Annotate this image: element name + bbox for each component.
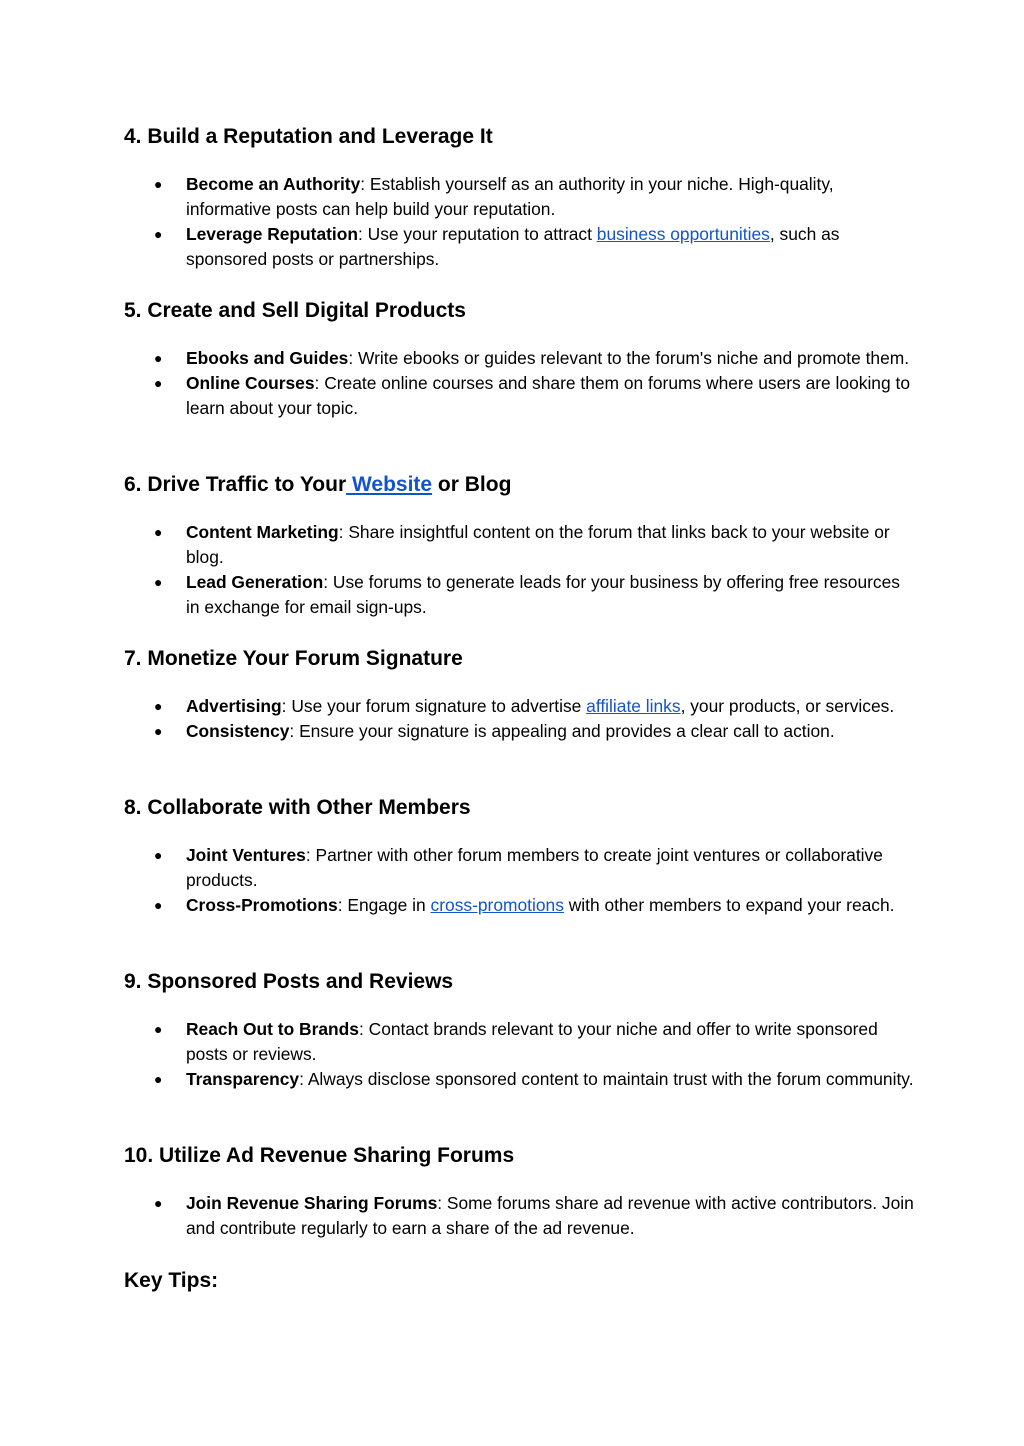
- bullet-list: [154, 1017, 914, 1092]
- section-heading: 10. Utilize Ad Revenue Sharing Forums: [124, 1144, 515, 1167]
- bullet-icon: ●: [154, 226, 163, 242]
- bullet-icon: ●: [154, 698, 163, 714]
- bullet-icon: ●: [154, 574, 163, 590]
- bullet-list: [154, 520, 914, 620]
- section-build-reputation: [124, 124, 914, 150]
- affiliate-links-link[interactable]: affiliate links: [586, 696, 681, 716]
- item-term: Leverage Reputation: [186, 224, 359, 244]
- item-term: Online Courses: [186, 373, 315, 393]
- section-heading: 9. Sponsored Posts and Reviews: [124, 970, 454, 993]
- item-text: : Write ebooks or guides relevant to the forum's niche and promote them.: [348, 348, 910, 368]
- item-text: : Ensure your signature is appealing and provides a clear call to action.: [289, 721, 835, 741]
- bullet-icon: ●: [154, 350, 163, 366]
- item-text: with other members to expand your reach.: [563, 895, 895, 915]
- cross-promotions-link[interactable]: cross-promotions: [430, 895, 564, 915]
- section-ad-revenue: [124, 1143, 914, 1169]
- section-key-tips: [124, 1268, 914, 1294]
- item-text: : Some forums share ad revenue with active contributors. Join and contribute regularly to earn a share of the ad revenue.: [186, 1193, 914, 1238]
- bullet-icon: ●: [154, 723, 163, 739]
- business-opportunities-link[interactable]: business opportunities: [596, 224, 770, 244]
- bullet-icon: ●: [154, 375, 163, 391]
- section-heading: 8. Collaborate with Other Members: [124, 796, 471, 819]
- section-digital-products: [124, 298, 914, 324]
- item-text: : Create online courses and share them on forums where users are looking to learn about your topic.: [186, 373, 910, 418]
- bullet-icon: ●: [154, 524, 163, 540]
- bullet-icon: ●: [154, 176, 163, 192]
- item-text: : Use your forum signature to advertise: [281, 696, 587, 716]
- list-item: [154, 346, 914, 371]
- section-drive-traffic: [124, 472, 914, 498]
- bullet-list: [154, 172, 914, 272]
- heading-text: or Blog: [432, 473, 512, 496]
- item-text: : Establish yourself as an authority in your niche. High-quality, informative posts can help build your reputation.: [186, 174, 834, 219]
- item-text: : Share insightful content on the forum that links back to your website or blog.: [186, 522, 890, 567]
- item-term: Advertising: [186, 696, 282, 716]
- bullet-icon: ●: [154, 1195, 163, 1211]
- item-text: : Partner with other forum members to create joint ventures or collaborative products.: [186, 845, 883, 890]
- item-text: : Always disclose sponsored content to maintain trust with the forum community.: [299, 1069, 914, 1089]
- item-term: Content Marketing: [186, 522, 339, 542]
- item-term: Transparency: [186, 1069, 300, 1089]
- list-item: [154, 719, 914, 744]
- section-forum-signature: [124, 646, 914, 672]
- bullet-list: [154, 1191, 914, 1241]
- item-text: : Use forums to generate leads for your business by offering free resources in exchange for email sign-ups.: [186, 572, 900, 617]
- item-term: Joint Ventures: [186, 845, 306, 865]
- list-item: [154, 694, 914, 719]
- bullet-icon: ●: [154, 1071, 163, 1087]
- bullet-icon: ●: [154, 1021, 163, 1037]
- section-sponsored-posts: [124, 969, 914, 995]
- bullet-list: [154, 843, 914, 918]
- item-text: : Engage in: [337, 895, 431, 915]
- list-item: [154, 371, 914, 421]
- item-text: : Contact brands relevant to your niche and offer to write sponsored posts or reviews.: [186, 1019, 878, 1064]
- item-text: , such as sponsored posts or partnerships.: [186, 224, 840, 269]
- website-link[interactable]: Website: [346, 473, 433, 496]
- list-item: [154, 1017, 914, 1067]
- item-term: Lead Generation: [186, 572, 324, 592]
- list-item: [154, 843, 914, 893]
- item-term: Join Revenue Sharing Forums: [186, 1193, 438, 1213]
- item-text: , your products, or services.: [680, 696, 895, 716]
- item-text: : Use your reputation to attract: [358, 224, 597, 244]
- section-collaborate: [124, 795, 914, 821]
- list-item: [154, 570, 914, 620]
- item-term: Ebooks and Guides: [186, 348, 349, 368]
- bullet-list: [154, 694, 914, 744]
- list-item: [154, 520, 914, 570]
- item-term: Cross-Promotions: [186, 895, 338, 915]
- section-heading: 7. Monetize Your Forum Signature: [124, 647, 463, 670]
- item-term: Reach Out to Brands: [186, 1019, 359, 1039]
- bullet-icon: ●: [154, 847, 163, 863]
- list-item: [154, 893, 914, 918]
- bullet-icon: ●: [154, 897, 163, 913]
- item-term: Become an Authority: [186, 174, 361, 194]
- list-item: [154, 1067, 914, 1092]
- section-heading: [124, 472, 914, 498]
- section-heading: 5. Create and Sell Digital Products: [124, 299, 466, 322]
- heading-text: 6. Drive Traffic to Your: [124, 473, 347, 496]
- list-item: [154, 172, 914, 222]
- list-item: [154, 1191, 914, 1241]
- bullet-list: [154, 346, 914, 421]
- item-term: Consistency: [186, 721, 290, 741]
- section-heading: Key Tips:: [124, 1269, 219, 1292]
- section-heading: 4. Build a Reputation and Leverage It: [124, 125, 493, 148]
- list-item: [154, 222, 914, 272]
